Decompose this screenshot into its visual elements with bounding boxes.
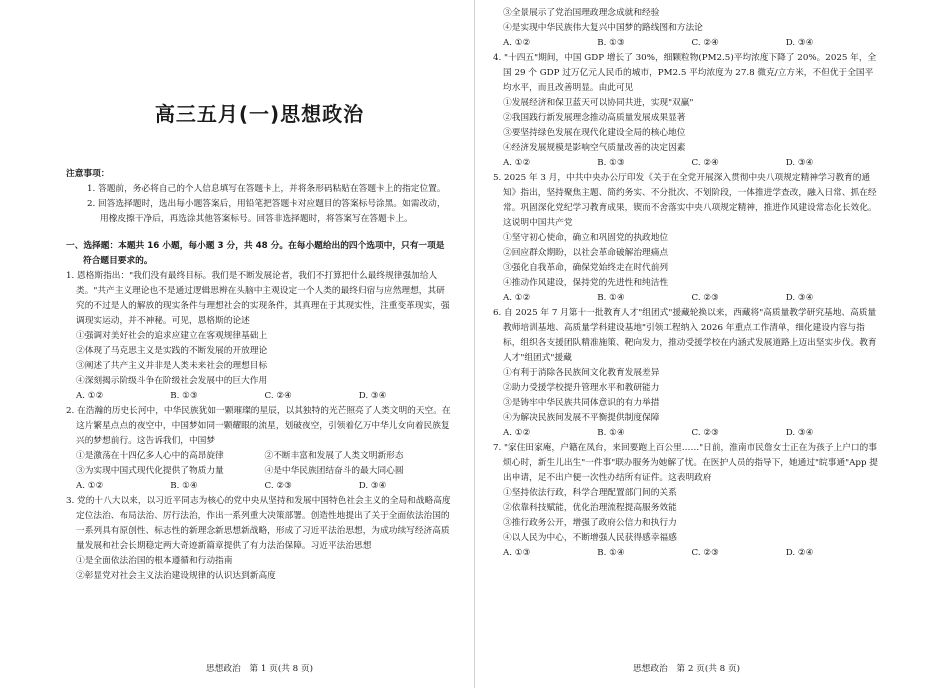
notice-item: 1. 答题前，务必将自己的个人信息填写在答题卡上，并将条形码粘贴在答题卡上的指定位置。 — [87, 184, 446, 194]
question-7-option: ①坚持依法行政，科学合理配置部门间的关系 — [503, 488, 677, 498]
question-2-option: ①是激荡在十四亿多人心中的高昂旋律 — [76, 451, 224, 461]
choice-b: B. ①④ — [170, 481, 198, 491]
choice-a: A. ①② — [503, 158, 531, 168]
choice-c: C. ②④ — [264, 391, 292, 401]
choice-b: B. ①④ — [597, 548, 625, 558]
page-footer: 思想政治 第 2 页(共 8 页) — [632, 664, 741, 674]
question-6-option: ②助力受援学校提升管理水平和教研能力 — [503, 383, 660, 393]
question-2-option: ④是中华民族团结奋斗的最大同心圆 — [264, 466, 404, 476]
question-6-choices — [493, 426, 880, 441]
question-3-choices — [493, 36, 880, 51]
choice-c: C. ②③ — [691, 548, 719, 558]
question-4-stem: 4. "十四五"期间，中国 GDP 增长了 30%，细颗粒物(PM2.5)平均浓度下降了 20%。2025 年，全国 29 个 GDP 过万亿元人民币的城市，PM2.5 平均浓度为 27.8 微克/立方米，不但优于全国平均水平，而且改善明显。由此可见 — [493, 53, 877, 93]
choice-b: B. ①③ — [170, 391, 198, 401]
question-6-option: ④为解决民族间发展不平衡提供制度保障 — [503, 413, 660, 423]
page-2 — [475, 0, 950, 688]
question-1-stem: 1. 恩格斯指出："我们没有最终目标。我们是不断发展论者，我们不打算把什么最终规律强加给人类。"共产主义理论也不是通过逻辑思辨在头脑中主观设定一个人类的最终归宿与应然理想，其研究的不过是人的解放的现实条件与理想社会的实现条件，其真理在于其现实性，注重变革现实，强调现实运动，并不神秘。可见，恩格斯的论述 — [66, 271, 450, 326]
question-4-option: ④经济发展规模是影响空气质量改善的决定因素 — [503, 143, 686, 153]
question-2-options — [66, 449, 453, 479]
question-7-option: ④以人民为中心，不断增强人民获得感幸福感 — [503, 533, 677, 543]
choice-a: A. ①② — [76, 481, 104, 491]
question-1-option: ①强调对美好社会的追求应建立在客观规律基础上 — [76, 331, 268, 341]
choice-d: D. ③④ — [358, 481, 387, 491]
notice-header: 注意事项： — [66, 169, 110, 179]
question-3-option: ②彰显党对社会主义法治建设规律的认识达到新高度 — [76, 571, 276, 581]
choice-b: B. ①④ — [597, 428, 625, 438]
choice-c: C. ②④ — [691, 158, 719, 168]
question-1-option: ②体现了马克思主义是实践的不断发展的开放理论 — [76, 346, 268, 356]
choice-d: D. ③④ — [785, 158, 814, 168]
choice-d: D. ②④ — [785, 548, 814, 558]
choice-d: D. ③④ — [785, 428, 814, 438]
question-5-option: ④推动作风建设，保持党的先进性和纯洁性 — [503, 278, 669, 288]
question-5-option: ③强化自我革命，确保党始终走在时代前列 — [503, 263, 669, 273]
choice-c: C. ②④ — [691, 38, 719, 48]
choice-c: C. ②③ — [264, 481, 292, 491]
question-2-choices — [66, 479, 453, 494]
question-7-choices — [493, 546, 880, 561]
question-4-option: ②我国践行新发展理念推动高质量发展成果显著 — [503, 113, 686, 123]
question-2-option: ③为实现中国式现代化提供了物质力量 — [76, 466, 224, 476]
question-3-option: ④是实现中华民族伟大复兴中国梦的路线图和方法论 — [503, 23, 703, 33]
question-5-option: ②回应群众期盼，以社会革命破解治理痛点 — [503, 248, 669, 258]
question-5-option: ①坚守初心使命，确立和巩固党的执政地位 — [503, 233, 669, 243]
page-footer: 思想政治 第 1 页(共 8 页) — [205, 664, 314, 674]
section-heading-cont: 符合题目要求的。 — [83, 256, 153, 266]
notice-item: 2. 回答选择题时，选出每小题答案后，用铅笔把答题卡对应题目的答案标号涂黑。如需改动，用橡皮擦干净后，再选涂其他答案标号。回答非选择题时，将答案写在答题卡上。 — [87, 199, 446, 224]
choice-c: C. ②③ — [691, 293, 719, 303]
question-6-stem: 6. 自 2025 年 7 月第十一批教育人才"组团式"援藏轮换以来，西藏将"高质量教学研究基地、高质量教师培训基地、高质量学科建设基地"引领工程纳入 2026 年重点工作清单，细化建设内容与指标，组织各支援团队精准施策、靶向发力，推动受援学校在内涵式发展道路上迈出坚实步伐。教育人才"组团式"援藏 — [493, 308, 877, 363]
question-2-option: ②不断丰富和发展了人类文明新形态 — [264, 451, 404, 461]
question-3-option: ①是全面依法治国的根本遵循和行动指南 — [76, 556, 233, 566]
question-4-option: ①发展经济和保卫蓝天可以协同共进，实现"双赢" — [503, 98, 694, 108]
question-7-option: ②依靠科技赋能，优化治理流程提高服务效能 — [503, 503, 677, 513]
question-7-stem: 7. "家住田家庵，户籍在凤台，来回要跑上百公里……"日前，淮南市民詹女士正在为孩子上户口的事烦心时，新生儿出生"一件事"联办服务为她解了忧。在医护人员的指导下，她通过"皖事通"App 提出申请，足不出户便一次性办结所有证件。这表明政府 — [493, 443, 878, 483]
choice-a: A. ①② — [503, 38, 531, 48]
question-4-choices — [493, 156, 880, 171]
question-6-option: ①有利于消除各民族间文化教育发展差异 — [503, 368, 660, 378]
choice-d: D. ③④ — [358, 391, 387, 401]
question-5-stem: 5. 2025 年 3 月，中共中央办公厅印发《关于在全党开展深入贯彻中央八项规定精神学习教育的通知》指出，坚持聚焦主题、简约务实、不分批次、不划阶段，一体推进学查改，融入日常、抓在经常。巩固深化党纪学习教育成果，锲而不舍落实中央八项规定精神，推进作风建设常态化长效化。这说明中国共产党 — [493, 173, 877, 228]
choice-a: A. ①② — [76, 391, 104, 401]
document-title: 高三五月(一)思想政治 — [154, 102, 365, 126]
question-1-option: ③阐述了共产主义并非是人类未来社会的理想目标 — [76, 361, 268, 371]
choice-c: C. ②③ — [691, 428, 719, 438]
question-3-option: ③全景展示了党治国理政理念成就和经验 — [503, 8, 660, 18]
question-6-option: ③是铸牢中华民族共同体意识的有力举措 — [503, 398, 660, 408]
choice-d: D. ③④ — [785, 293, 814, 303]
choice-d: D. ③④ — [785, 38, 814, 48]
choice-b: B. ①③ — [597, 158, 625, 168]
question-4-option: ③要坚持绿色发展在现代化建设全局的核心地位 — [503, 128, 686, 138]
choice-a: A. ①③ — [503, 548, 531, 558]
section-heading: 一、选择题：本题共 16 小题，每小题 3 分，共 48 分。在每小题给出的四个选项中，只有一项是 — [66, 241, 445, 251]
choice-b: B. ①③ — [597, 38, 625, 48]
choice-b: B. ①④ — [597, 293, 625, 303]
question-1-option: ④深刻揭示阶级斗争在阶级社会发展中的巨大作用 — [76, 376, 268, 386]
choice-a: A. ①② — [503, 428, 531, 438]
question-3-stem: 3. 党的十八大以来，以习近平同志为核心的党中央从坚持和发展中国特色社会主义的全局和战略高度定位法治、布局法治、厉行法治，作出一系列重大决策部署。创造性地提出了关于全面依法治国的一系列具有原创性、标志性的新理念新思想新战略，形成了习近平法治思想，为成功续写经济高质量发展和社会长期稳定两大奇迹新篇章提供了有力法治保障。习近平法治思想 — [66, 496, 451, 551]
choice-a: A. ①② — [503, 293, 531, 303]
question-7-option: ③推行政务公开，增强了政府公信力和执行力 — [503, 518, 677, 528]
question-5-choices — [493, 291, 880, 306]
question-2-stem: 2. 在浩瀚的历史长河中，中华民族犹如一颗璀璨的星辰，以其独特的光芒照亮了人类文明的天空。在这片繁星点点的夜空中，中国梦如同一颗耀眼的流星，划破夜空，引领着亿万中华儿女向着民族复兴的梦想前行。这告诉我们，中国梦 — [66, 406, 451, 446]
question-1-choices — [66, 389, 453, 404]
